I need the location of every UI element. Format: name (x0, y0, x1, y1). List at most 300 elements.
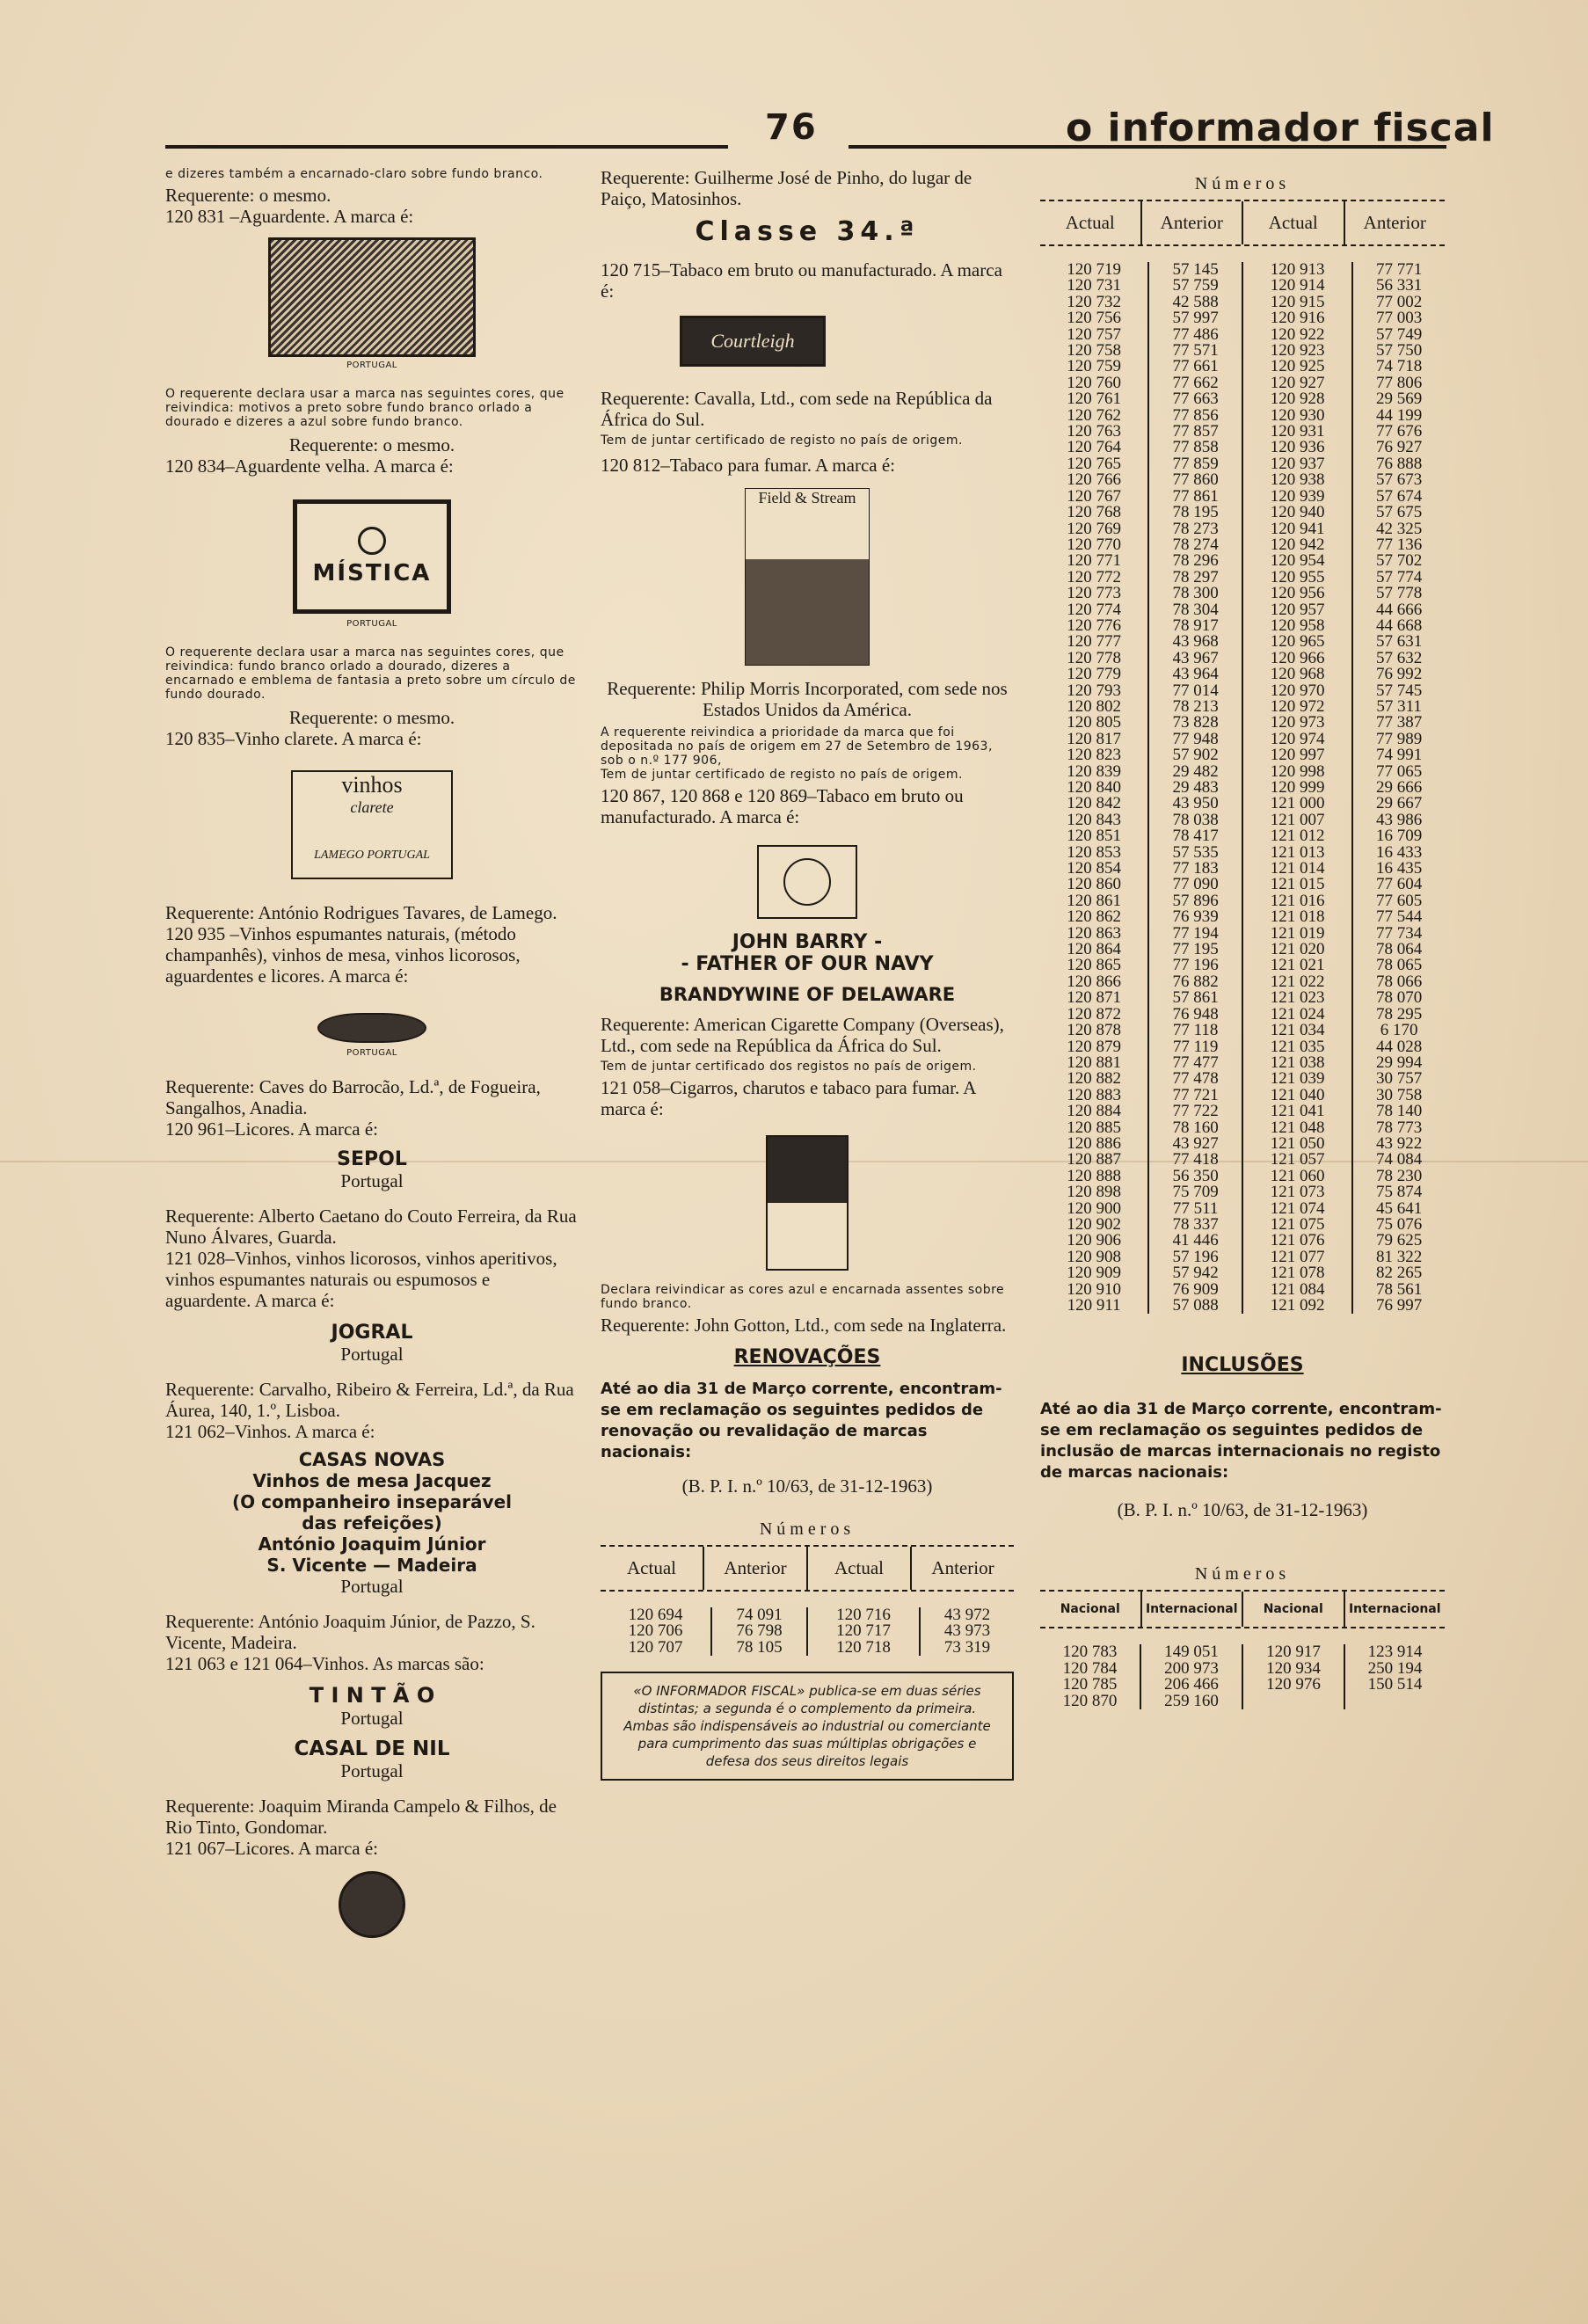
table-cell: 43 927 (1148, 1136, 1242, 1152)
table-cell: 120 866 (1040, 974, 1148, 990)
table-cell: 121 073 (1242, 1184, 1352, 1200)
table-cell: 121 050 (1242, 1136, 1352, 1152)
brand-tintao: T I N T Ã O (309, 1683, 435, 1708)
table-cell: 78 304 (1148, 602, 1242, 618)
table-cell: 120 762 (1040, 408, 1148, 424)
table-cell: 120 864 (1040, 942, 1148, 958)
table-cell: 78 140 (1376, 1102, 1423, 1121)
table-cell: 120 955 (1242, 570, 1352, 586)
table-cell: 120 938 (1242, 472, 1352, 488)
table-cell: 120 940 (1242, 505, 1352, 521)
brand-casal-sub: Portugal (340, 1760, 404, 1781)
table-cell: 79 625 (1376, 1231, 1423, 1250)
table-cell: 120 763 (1040, 424, 1148, 440)
table-cell: 120 898 (1040, 1184, 1148, 1200)
column-header: Anterior (704, 1547, 808, 1590)
table-cell: 120 939 (1242, 489, 1352, 505)
table-cell: 120 966 (1242, 651, 1352, 667)
table-cell: 120 785 (1040, 1677, 1140, 1693)
table-cell: 120 922 (1242, 327, 1352, 343)
text-block: Até ao dia 31 de Março corrente, encontram-se em reclamação os seguintes pedidos de inclusão de marcas internacionais no registo de marcas nacionais: (1040, 1400, 1442, 1483)
text-block: Tem de juntar certificado de registo no país de origem. (601, 768, 964, 782)
table-cell: 120 779 (1040, 667, 1148, 682)
table-cell: 120 793 (1040, 683, 1148, 699)
table-cell: 200 973 (1140, 1661, 1242, 1677)
table-row (1040, 1184, 1445, 1200)
brand-casas-line: Portugal (340, 1576, 404, 1597)
header-rule-left (165, 145, 728, 149)
table-cell: 120 732 (1040, 295, 1148, 310)
table-cell: 77 090 (1148, 877, 1242, 892)
table-cell: 120 817 (1040, 732, 1148, 747)
entry-heading: 121 058–Cigarros, charutos e tabaco para fumar. A marca é: (601, 1077, 976, 1119)
table-cell: 57 896 (1148, 893, 1242, 909)
table-cell: 120 861 (1040, 893, 1148, 909)
table-cell: 29 483 (1148, 780, 1242, 796)
table-cell: 120 930 (1242, 408, 1352, 424)
table-cell: 120 774 (1040, 602, 1148, 618)
table-cell: 57 632 (1376, 648, 1423, 667)
table-cell: 121 039 (1242, 1071, 1352, 1087)
text-block: Requerente: António Joaquim Júnior, de Pazzo, S. Vicente, Madeira. (165, 1611, 535, 1653)
table-cell: 120 783 (1040, 1644, 1140, 1660)
table-cell: 120 870 (1040, 1694, 1140, 1709)
brand-casas-line: (O companheiro inseparável (231, 1491, 512, 1512)
table-row (1040, 391, 1445, 407)
table-cell: 78 417 (1148, 828, 1242, 844)
table-cell: 43 967 (1148, 651, 1242, 667)
table-cell: 120 915 (1242, 295, 1352, 310)
table-cell: 120 759 (1040, 359, 1148, 375)
text-block: (B. P. I. n.º 10/63, de 31-12-1963) (681, 1475, 933, 1497)
text-block: O requerente declara usar a marca nas seguintes cores, que reivindica: motivos a preto sobre fundo branco orlado a dourado e dizeres a azul sobre fundo branco. (165, 387, 565, 429)
table-cell: 121 074 (1242, 1201, 1352, 1217)
table-cell: 120 778 (1040, 651, 1148, 667)
text-block: Requerente: Cavalla, Ltd., com sede na República da África do Sul. (601, 388, 993, 430)
table-cell: 43 922 (1376, 1133, 1423, 1153)
table-cell: 259 160 (1140, 1694, 1242, 1709)
column-header: Internacional (1348, 1602, 1441, 1617)
table-cell: 29 994 (1376, 1053, 1423, 1072)
logo-caption: PORTUGAL (346, 1048, 397, 1058)
table-cell: 77 661 (1148, 359, 1242, 375)
column-header: Nacional (1243, 1592, 1345, 1627)
entry-heading: 120 812–Tabaco para fumar. A marca é: (601, 455, 895, 476)
table-cell: 42 588 (1148, 295, 1242, 310)
table-cell: 121 078 (1242, 1265, 1352, 1281)
table-cell: 6 170 (1380, 1021, 1418, 1040)
numbers-table (1040, 262, 1445, 1314)
entry-heading: 120 835–Vinho clarete. A marca é: (165, 728, 422, 749)
table-cell: 57 745 (1376, 681, 1423, 700)
table-cell: 121 038 (1242, 1055, 1352, 1071)
table-cell: 120 913 (1242, 262, 1352, 278)
table-cell: 120 862 (1040, 909, 1148, 925)
table-cell: 77 948 (1148, 732, 1242, 747)
table-cell: 120 925 (1242, 359, 1352, 375)
table-cell: 120 887 (1040, 1152, 1148, 1168)
table-cell: 120 853 (1040, 845, 1148, 861)
table-cell: 120 965 (1242, 634, 1352, 650)
table-cell: 120 934 (1242, 1661, 1344, 1677)
courtleigh-logo (680, 316, 826, 367)
table-cell: 29 569 (1376, 390, 1423, 409)
table-cell: 78 274 (1148, 537, 1242, 553)
table-cell: 120 908 (1040, 1249, 1148, 1265)
text-block: Requerente: American Cigarette Company (Overseas), Ltd., com sede na República da África do Sul. (601, 1014, 1004, 1056)
table-cell: 76 939 (1148, 909, 1242, 925)
table-row (1040, 667, 1445, 682)
table-cell: 77 195 (1148, 942, 1242, 958)
field-stream-logo (745, 488, 870, 666)
table-cell: 57 750 (1376, 341, 1423, 361)
table-cell: 120 910 (1040, 1282, 1148, 1298)
table-cell: 77 858 (1148, 440, 1242, 455)
table-cell: 43 950 (1148, 796, 1242, 812)
table-cell: 77 183 (1148, 861, 1242, 877)
table-cell: 43 972 (943, 1606, 991, 1624)
table-cell: 76 909 (1148, 1282, 1242, 1298)
text-block: Tem de juntar certificado dos registos no país de origem. (601, 1060, 977, 1074)
table-cell: 120 937 (1242, 456, 1352, 472)
column-header: Actual (808, 1547, 912, 1590)
table-cell: 121 012 (1242, 828, 1352, 844)
notice-box: «O INFORMADOR FISCAL» publica-se em duas séries distintas; a segunda é o complemento da primeira. Ambas são indispensáveis ao industrial ou comerciante para cumprimento das suas múltiplas obrigações e defesa dos seus direitos legais (601, 1672, 1014, 1781)
brand-jogral-sub: Portugal (340, 1344, 404, 1365)
table-cell: 120 706 (601, 1623, 711, 1639)
table-cell: 120 999 (1242, 780, 1352, 796)
courtleigh-logo-text: Courtleigh (710, 330, 795, 352)
table-cell: 120 882 (1040, 1071, 1148, 1087)
column-1 (165, 167, 579, 1947)
table-cell: 76 882 (1148, 974, 1242, 990)
table-row (1040, 1265, 1445, 1281)
table-cell: 77 989 (1376, 729, 1423, 748)
table-cell: 120 888 (1040, 1169, 1148, 1184)
table-cell: 120 772 (1040, 570, 1148, 586)
table-cell: 121 040 (1242, 1088, 1352, 1104)
table-cell: 120 968 (1242, 667, 1352, 682)
table-cell: 74 718 (1376, 357, 1423, 376)
table-cell: 77 544 (1376, 907, 1423, 927)
table-row (1040, 310, 1445, 326)
table-cell: 121 007 (1242, 812, 1352, 828)
vinhos-logo-foot: LAMEGO PORTUGAL (314, 849, 430, 862)
table-cell: 78 064 (1376, 940, 1423, 959)
table-cell: 120 777 (1040, 634, 1148, 650)
column-header: Nacional (1040, 1592, 1142, 1627)
table-cell: 120 717 (807, 1623, 920, 1639)
table-cell: 78 160 (1148, 1120, 1242, 1136)
table-cell: 120 942 (1242, 537, 1352, 553)
table-cell: 120 936 (1242, 440, 1352, 455)
table-cell: 29 666 (1376, 778, 1423, 797)
table-cell: 77 859 (1148, 456, 1242, 472)
table-cell: 77 119 (1148, 1039, 1242, 1055)
table-row (1040, 990, 1445, 1006)
table-cell: 57 702 (1376, 551, 1423, 571)
table-cell: 44 666 (1376, 600, 1423, 619)
column-header: Anterior (931, 1557, 994, 1578)
table-cell: 121 015 (1242, 877, 1352, 892)
table-cell: 123 914 (1367, 1643, 1423, 1662)
table-cell: 29 482 (1148, 764, 1242, 780)
brand-casas-line: das refeições) (302, 1512, 442, 1534)
entry-heading: 121 063 e 121 064–Vinhos. As marcas são: (165, 1653, 484, 1674)
brand-sepol: SEPOL (337, 1148, 407, 1170)
table-cell: 41 446 (1148, 1233, 1242, 1249)
renovacoes-table (601, 1607, 1014, 1656)
brand-casal-de-nil: CASAL DE NIL (294, 1738, 450, 1760)
table-cell: 57 861 (1148, 990, 1242, 1006)
entry-heading: 121 067–Licores. A marca é: (165, 1838, 379, 1859)
table-cell: 120 770 (1040, 537, 1148, 553)
table-cell: 77 196 (1148, 958, 1242, 973)
table-row (601, 1640, 1014, 1656)
table-cell: 57 942 (1148, 1265, 1242, 1281)
table-cell: 76 798 (711, 1623, 807, 1639)
table-cell: 77 861 (1148, 489, 1242, 505)
vinhos-logo (291, 770, 453, 879)
table-cell: 78 213 (1148, 699, 1242, 715)
table-cell: 120 881 (1040, 1055, 1148, 1071)
table-cell: 77 806 (1376, 373, 1423, 392)
table-row (1040, 1677, 1445, 1693)
table-cell: 75 709 (1148, 1184, 1242, 1200)
table-row (1040, 472, 1445, 488)
table-cell: 77 387 (1376, 713, 1423, 732)
table-cell: 120 758 (1040, 343, 1148, 359)
table-cell: 57 631 (1376, 632, 1423, 652)
table-cell: 30 758 (1376, 1085, 1423, 1104)
table-cell: 121 057 (1242, 1152, 1352, 1168)
table-cell: 76 888 (1376, 454, 1423, 473)
table-cell: 121 034 (1242, 1023, 1352, 1038)
column-header: Internacional (1142, 1592, 1244, 1627)
table-cell: 78 296 (1148, 553, 1242, 569)
table-cell: 56 331 (1376, 276, 1423, 295)
table-cell: 43 964 (1148, 667, 1242, 682)
table-cell: 78 273 (1148, 521, 1242, 537)
table-cell: 77 511 (1148, 1201, 1242, 1217)
table-cell: 120 956 (1242, 586, 1352, 601)
table-title: Números (759, 1519, 856, 1539)
table-cell: 77 604 (1376, 875, 1423, 894)
text-block: Requerente: John Gotton, Ltd., com sede na Inglaterra. (601, 1315, 1007, 1336)
table-cell: 57 778 (1376, 584, 1423, 603)
table-cell: 121 084 (1242, 1282, 1352, 1298)
table-cell: 120 769 (1040, 521, 1148, 537)
table-cell: 120 973 (1242, 715, 1352, 731)
table-cell: 57 997 (1148, 310, 1242, 326)
text-block: Requerente: António Rodrigues Tavares, de Lamego. (165, 902, 557, 923)
brand-jogral: JOGRAL (331, 1322, 413, 1344)
table-cell: 78 300 (1148, 586, 1242, 601)
table-cell: 77 722 (1148, 1104, 1242, 1119)
text-block: Requerente: o mesmo. (165, 185, 331, 206)
field-stream-logo-text: Field & Stream (758, 489, 856, 506)
text-block: Requerente: o mesmo. (288, 707, 455, 728)
logo-caption: PORTUGAL (346, 619, 397, 629)
table-cell: 77 663 (1148, 391, 1242, 407)
table-cell: 78 066 (1376, 972, 1423, 991)
table-cell: 120 805 (1040, 715, 1148, 731)
table-cell: 75 874 (1376, 1183, 1423, 1202)
table-cell: 43 973 (943, 1621, 991, 1641)
table-cell: 120 998 (1242, 764, 1352, 780)
column-header: Anterior (1142, 201, 1244, 244)
table-title: Números (1194, 174, 1291, 193)
table-cell: 120 871 (1040, 990, 1148, 1006)
table-cell: 74 091 (711, 1607, 807, 1623)
table-cell: 120 716 (807, 1607, 920, 1623)
table-cell: 120 954 (1242, 553, 1352, 569)
inclusoes-table-header (1040, 1590, 1445, 1628)
table-cell: 120 911 (1040, 1298, 1148, 1314)
table-cell: 121 076 (1242, 1233, 1352, 1249)
table-cell: 57 145 (1148, 262, 1242, 278)
column-header: Actual (601, 1547, 704, 1590)
table-cell (1242, 1694, 1344, 1709)
table-cell: 77 486 (1148, 327, 1242, 343)
table-cell: 75 076 (1376, 1214, 1423, 1234)
mistica-logo (293, 499, 451, 614)
emblem-icon (358, 527, 386, 555)
aguardente-logo (268, 237, 476, 357)
brand-brandywine: BRANDYWINE OF DELAWARE (659, 984, 956, 1005)
table-row (1040, 909, 1445, 925)
table-cell: 78 295 (1376, 1004, 1423, 1024)
entry-heading: 120 715–Tabaco em bruto ou manufacturado. A marca é: (601, 259, 1002, 302)
table-cell: 81 322 (1376, 1247, 1423, 1266)
table-cell: 120 909 (1040, 1265, 1148, 1281)
table-cell: 77 860 (1148, 472, 1242, 488)
table-row (1040, 1152, 1445, 1168)
text-block: O requerente declara usar a marca nas seguintes cores, que reivindica: fundo branco orlado a dourado, dizeres a encarnado e emblema de fantasia a preto sobre um círculo de fundo dourado. (165, 645, 576, 702)
table-row (1040, 505, 1445, 521)
table-cell: 120 914 (1242, 278, 1352, 294)
table-cell: 77 856 (1148, 408, 1242, 424)
table-cell: 57 774 (1376, 567, 1423, 586)
table-cell: 16 709 (1376, 827, 1423, 846)
mare-nostrum-logo (339, 1871, 405, 1938)
table-cell: 78 561 (1376, 1279, 1423, 1299)
table-cell: 57 196 (1148, 1249, 1242, 1265)
table-cell: 120 970 (1242, 683, 1352, 699)
table-cell: 44 668 (1376, 616, 1423, 635)
table-cell: 120 872 (1040, 1007, 1148, 1023)
table-cell: 43 968 (1148, 634, 1242, 650)
table-cell: 16 435 (1376, 859, 1423, 878)
table-cell: 16 433 (1376, 842, 1423, 862)
table-cell: 57 311 (1376, 696, 1422, 716)
table-row (1040, 586, 1445, 601)
column-3 (1040, 167, 1445, 1709)
logo-caption: PORTUGAL (346, 361, 397, 370)
table-cell: 77 477 (1148, 1055, 1242, 1071)
table-cell: 121 075 (1242, 1217, 1352, 1233)
table-row (1040, 1023, 1445, 1038)
table-cell: 121 000 (1242, 796, 1352, 812)
column-header: Actual (1243, 201, 1345, 244)
table-cell: 120 768 (1040, 505, 1148, 521)
table-cell: 120 884 (1040, 1104, 1148, 1119)
caves-logo (317, 1013, 426, 1043)
table-cell: 120 863 (1040, 926, 1148, 942)
table-cell: 78 105 (711, 1640, 807, 1656)
table-cell: 120 843 (1040, 812, 1148, 828)
table-cell: 57 759 (1148, 278, 1242, 294)
table-cell: 74 084 (1376, 1150, 1423, 1169)
table-row (1040, 1298, 1445, 1314)
table-row (1040, 634, 1445, 650)
table-cell: 78 070 (1376, 988, 1423, 1008)
text-block: (B. P. I. n.º 10/63, de 31-12-1963) (1117, 1499, 1368, 1521)
text-block: Declara reivindicar as cores azul e encarnada assentes sobre fundo branco. (601, 1283, 1005, 1311)
table-cell: 120 957 (1242, 602, 1352, 618)
masthead: o informador fiscal (1066, 106, 1495, 150)
table-cell: 73 319 (943, 1637, 991, 1657)
text-block: Requerente: Joaquim Miranda Campelo & Filhos, de Rio Tinto, Gondomar. (165, 1796, 557, 1838)
table-cell (1344, 1694, 1445, 1709)
table-cell: 120 765 (1040, 456, 1148, 472)
entry-heading: 120 935 –Vinhos espumantes naturais, (método champanhês), vinhos de mesa, vinhos licorosos, aguardentes e licores. A marca é: (165, 923, 521, 987)
table-cell: 77 194 (1148, 926, 1242, 942)
text-block: Requerente: Caves do Barrocão, Ld.ª, de Fogueira, Sangalhos, Anadia. (165, 1076, 541, 1118)
table-cell: 120 731 (1040, 278, 1148, 294)
table-cell: 120 865 (1040, 958, 1148, 973)
text-block: Requerente: o mesmo. (288, 434, 455, 455)
table-cell: 120 916 (1242, 310, 1352, 326)
entry-heading: 121 062–Vinhos. A marca é: (165, 1421, 375, 1442)
table-cell: 120 802 (1040, 699, 1148, 715)
section-heading-inclusoes: INCLUSÕES (1181, 1354, 1304, 1377)
table-cell: 57 675 (1376, 503, 1423, 522)
table-cell: 120 851 (1040, 828, 1148, 844)
table-cell: 42 325 (1376, 519, 1423, 538)
table-cell: 121 018 (1242, 909, 1352, 925)
table-cell: 57 088 (1148, 1298, 1242, 1314)
table-cell: 120 707 (601, 1640, 711, 1656)
table-cell: 121 024 (1242, 1007, 1352, 1023)
table-cell: 121 019 (1242, 926, 1352, 942)
table-cell: 120 760 (1040, 375, 1148, 391)
vinhos-logo-sub: clarete (350, 798, 394, 816)
table-cell: 73 828 (1148, 715, 1242, 731)
table-cell: 120 761 (1040, 391, 1148, 407)
table-cell: 120 928 (1242, 391, 1352, 407)
table-cell: 77 065 (1376, 761, 1423, 781)
table-cell: 120 879 (1040, 1039, 1148, 1055)
table-cell: 121 023 (1242, 990, 1352, 1006)
paul-revere-seal-icon (783, 858, 831, 906)
table-cell: 120 839 (1040, 764, 1148, 780)
table-cell: 57 674 (1376, 486, 1423, 506)
table-cell: 78 917 (1148, 618, 1242, 634)
table-cell: 77 676 (1376, 422, 1423, 441)
entry-heading: 120 961–Licores. A marca é: (165, 1118, 379, 1140)
text-block: Requerente: Carvalho, Ribeiro & Ferreira, Ld.ª, da Rua Áurea, 140, 1.º, Lisboa. (165, 1379, 574, 1421)
table-cell: 121 013 (1242, 845, 1352, 861)
table-cell: 121 014 (1242, 861, 1352, 877)
table-cell: 78 065 (1376, 956, 1423, 975)
table-cell: 206 466 (1140, 1677, 1242, 1693)
renovacoes-table-header (601, 1545, 1014, 1592)
brand-tintao-sub: Portugal (340, 1708, 404, 1729)
numbers-table-header (1040, 200, 1445, 246)
table-cell: 120 976 (1242, 1677, 1344, 1693)
table-row (1040, 828, 1445, 844)
